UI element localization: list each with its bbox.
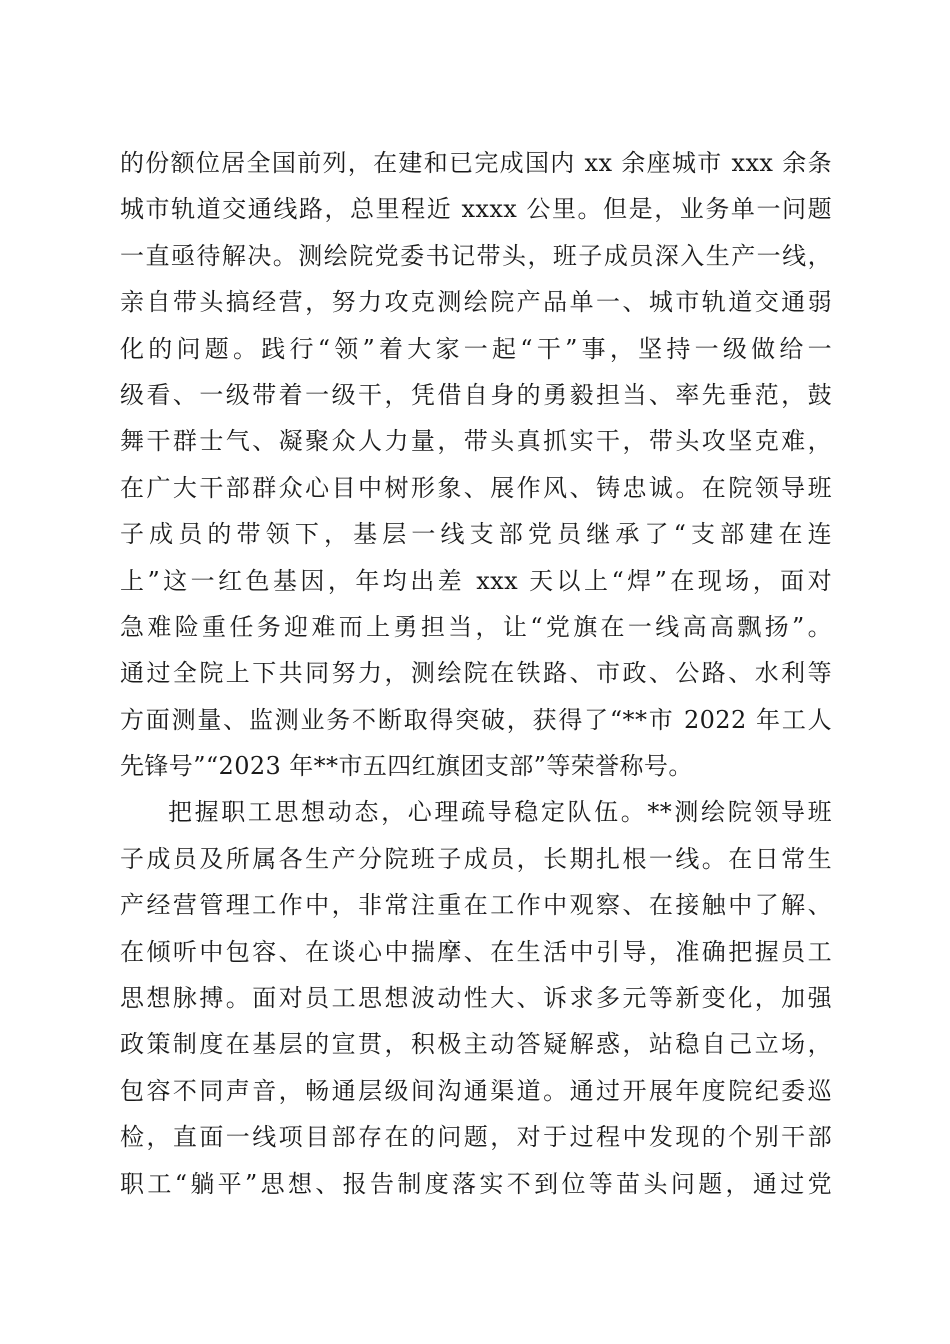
paragraph-1-line: 级看、一级带着一级干，凭借自身的勇毅担当、率先垂范，鼓 bbox=[120, 380, 832, 409]
paragraph-1-line: 方面测量、监测业务不断取得突破，获得了“**市 2022 年工人 bbox=[120, 705, 832, 734]
paragraph-2-line: 政策制度在基层的宣贯，积极主动答疑解惑，站稳自己立场， bbox=[120, 1030, 832, 1059]
paragraph-2-line: 职工“躺平”思想、报告制度落实不到位等苗头问题，通过党 bbox=[120, 1169, 832, 1198]
paragraph-2-line: 产经营管理工作中，非常注重在工作中观察、在接触中了解、 bbox=[120, 891, 832, 920]
paragraph-1-line: 舞干群士气、凝聚众人力量，带头真抓实干，带头攻坚克难， bbox=[120, 427, 832, 456]
paragraph-2 bbox=[120, 789, 832, 1207]
paragraph-2-line: 检，直面一线项目部存在的问题，对于过程中发现的个别干部 bbox=[120, 1123, 832, 1152]
paragraph-1-line: 通过全院上下共同努力，测绘院在铁路、市政、公路、水利等 bbox=[120, 659, 832, 688]
paragraph-2-line: 思想脉搏。面对员工思想波动性大、诉求多元等新变化，加强 bbox=[120, 984, 832, 1013]
paragraph-1-line: 化的问题。践行“领”着大家一起“干”事，坚持一级做给一 bbox=[120, 334, 832, 363]
paragraph-1-line: 城市轨道交通线路，总里程近 xxxx 公里。但是，业务单一问题 bbox=[120, 195, 832, 224]
paragraph-1-line: 的份额位居全国前列，在建和已完成国内 xx 余座城市 xxx 余条 bbox=[120, 149, 832, 177]
paragraph-1 bbox=[120, 140, 832, 789]
paragraph-1-line: 上”这一红色基因，年均出差 xxx 天以上“焊”在现场，面对 bbox=[120, 566, 832, 595]
paragraph-1-line: 一直亟待解决。测绘院党委书记带头，班子成员深入生产一线， bbox=[120, 241, 832, 270]
paragraph-1-line: 子成员的带领下，基层一线支部党员继承了“支部建在连 bbox=[120, 520, 832, 549]
paragraph-1-line: 在广大干部群众心目中树形象、展作风、铸忠诚。在院领导班 bbox=[120, 473, 832, 502]
paragraph-1-line: 急难险重任务迎难而上勇担当，让“党旗在一线高高飘扬”。 bbox=[120, 612, 832, 641]
paragraph-2-line: 把握职工思想动态，心理疏导稳定队伍。**测绘院领导班 bbox=[168, 798, 832, 827]
paragraph-2-line: 在倾听中包容、在谈心中揣摩、在生活中引导，准确把握员工 bbox=[120, 937, 832, 966]
paragraph-2-line: 包容不同声音，畅通层级间沟通渠道。通过开展年度院纪委巡 bbox=[120, 1076, 832, 1105]
document-body bbox=[120, 140, 832, 1207]
paragraph-1-line: 亲自带头搞经营，努力攻克测绘院产品单一、城市轨道交通弱 bbox=[120, 288, 832, 317]
paragraph-2-line: 子成员及所属各生产分院班子成员，长期扎根一线。在日常生 bbox=[120, 844, 832, 873]
paragraph-1-line: 先锋号”“2023 年**市五四红旗团支部”等荣誉称号。 bbox=[120, 752, 693, 781]
